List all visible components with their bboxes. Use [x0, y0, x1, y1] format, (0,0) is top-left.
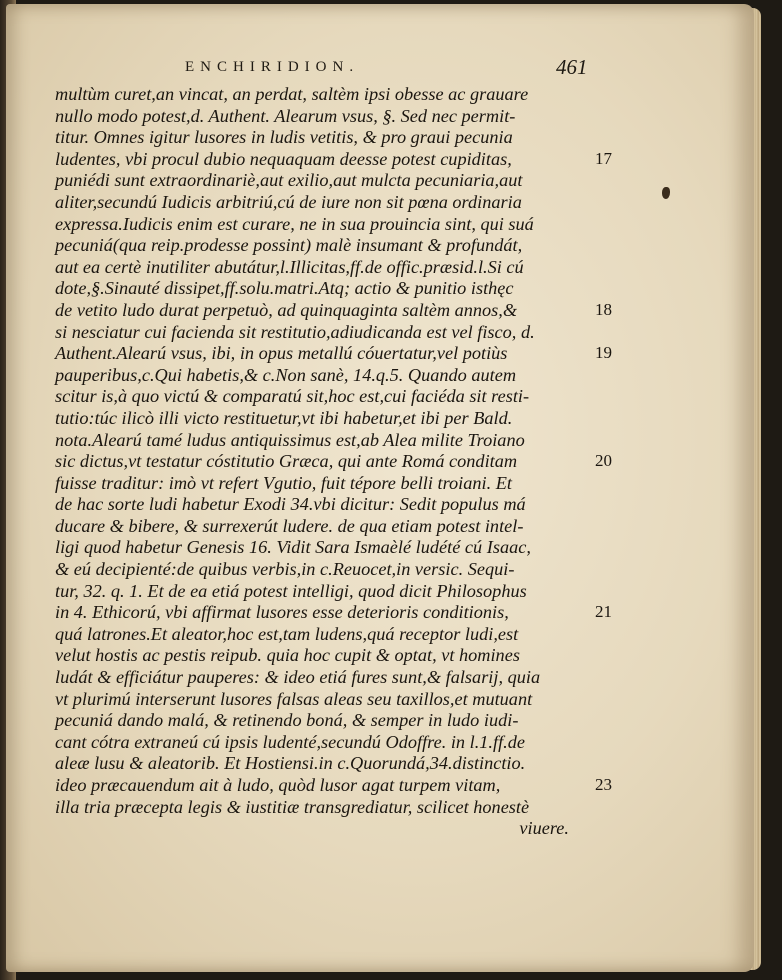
text-line: pecuniá(qua reip.prodesse possint) malè insumant & profundát, [55, 235, 523, 256]
text-line: ligi quod habetur Genesis 16. Vidit Sara Ismaèlé ludété cú Isaac, [55, 537, 531, 558]
text-line: illa tria præcepta legis & iustitiæ transgrediatur, scilicet honestè [55, 796, 530, 817]
text-line: expressa.Iudicis enim est curare, ne in sua prouincia sint, qui suá [55, 213, 534, 234]
marginal-number: 19 [595, 343, 612, 363]
text-line: ludentes, vbi procul dubio nequaquam deesse potest cupiditas, [55, 148, 512, 169]
text-line: pecuniá dando malá, & retinendo boná, & semper in ludo iudi- [55, 710, 519, 731]
text-line: viuere. [519, 818, 569, 839]
text-line: Authent.Alearú vsus, ibi, in opus metallú cóuertatur,vel potiùs [55, 343, 508, 364]
page-header [185, 57, 605, 83]
marginal-number: 23 [595, 775, 612, 795]
text-line: quá latrones.Et aleator,hoc est,tam ludens,quá receptor ludi,est [55, 623, 519, 644]
marginal-number: 20 [595, 451, 612, 471]
text-line: dote,§.Sinauté dissipet,ff.solu.matri.Atq; actio & punitio isthęc [55, 278, 514, 299]
text-line: aliter,secundú Iudicis arbitriú,cú de iure non sit pœna ordinaria [55, 191, 522, 212]
text-line: ludát & efficiátur pauperes: & ideo etiá fures sunt,& falsarij, quia [55, 667, 541, 688]
marginal-number: 17 [595, 148, 612, 168]
text-line: & eú decipienté:de quibus verbis,in c.Reuocet,in versic. Sequi- [55, 559, 515, 580]
text-line: nota.Alearú tamé ludus antiquissimus est,ab Alea milite Troiano [55, 429, 525, 450]
marginal-number: 18 [595, 300, 612, 319]
text-line: si nesciatur cui facienda sit restitutio,adiudicanda est vel fisco, d. [55, 321, 535, 342]
text-line: multùm curet,an vincat, an perdat, saltèm ipsi obesse ac grauare [55, 84, 529, 104]
text-line: fuisse traditur: imò vt refert Vgutio, fuit tépore belli troiani. Et [55, 472, 512, 493]
text-line: nullo modo potest,d. Authent. Alearum vsus, §. Sed nec permit- [55, 105, 516, 126]
text-line: titur. Omnes igitur lusores in ludis vetitis, & pro graui pecunia [55, 127, 513, 148]
text-line: pauperibus,c.Qui habetis,& c.Non sanè, 14.q.5. Quando autem [55, 364, 517, 385]
marginal-number: 21 [595, 602, 612, 622]
text-line: ducare & bibere, & surrexerút ludere. de qua etiam potest intel- [55, 515, 524, 536]
body-text [55, 84, 595, 840]
text-line: de vetito ludo durat perpetuò, ad quinquaginta saltèm annos,& [55, 299, 518, 320]
ink-blot [662, 187, 670, 199]
text-line: vt plurimú interserunt lusores falsas aleas seu taxillos,et mutuant [55, 688, 533, 709]
text-line: ideo præcauendum ait à ludo, quòd lusor agat turpem vitam, [55, 775, 501, 795]
text-line: de hac sorte ludi habetur Exodi 34.vbi dicitur: Sedit populus má [55, 494, 526, 515]
text-line: sic dictus,vt testatur cóstitutio Græca, qui ante Romá conditam [55, 451, 518, 472]
text-line: tutio:túc ilicò illi victo restituetur,vt ibi habetur,et ibi per Bald. [55, 407, 513, 428]
text-line: cant cótra extraneú cú ipsis ludenté,secundú Odoffre. in l.1.ff.de [55, 731, 525, 752]
text-line: aut ea certè inutiliter abutátur,l.Illicitas,ff.de offic.præsid.l.Si cú [55, 256, 524, 277]
text-line: in 4. Ethicorú, vbi affirmat lusores esse deterioris conditionis, [55, 602, 509, 623]
page-number: 461 [556, 55, 588, 79]
text-line: tur, 32. q. 1. Et de ea etiá potest intelligi, quod dicit Philosophus [55, 580, 527, 601]
running-title: ENCHIRIDION. [185, 59, 360, 75]
text-line: scitur is,à quo victú & comparatú sit,hoc est,cui faciéda sit resti- [55, 386, 530, 407]
text-line: aleæ lusu & aleatorib. Et Hostiensi.in c.Quorundá,34.distinctio. [55, 753, 526, 774]
text-line: velut hostis ac pestis reipub. quia hoc cupit & optat, vt homines [55, 645, 520, 666]
text-line: puniédi sunt extraordinariè,aut exilio,aut mulcta pecuniaria,aut [55, 170, 523, 191]
